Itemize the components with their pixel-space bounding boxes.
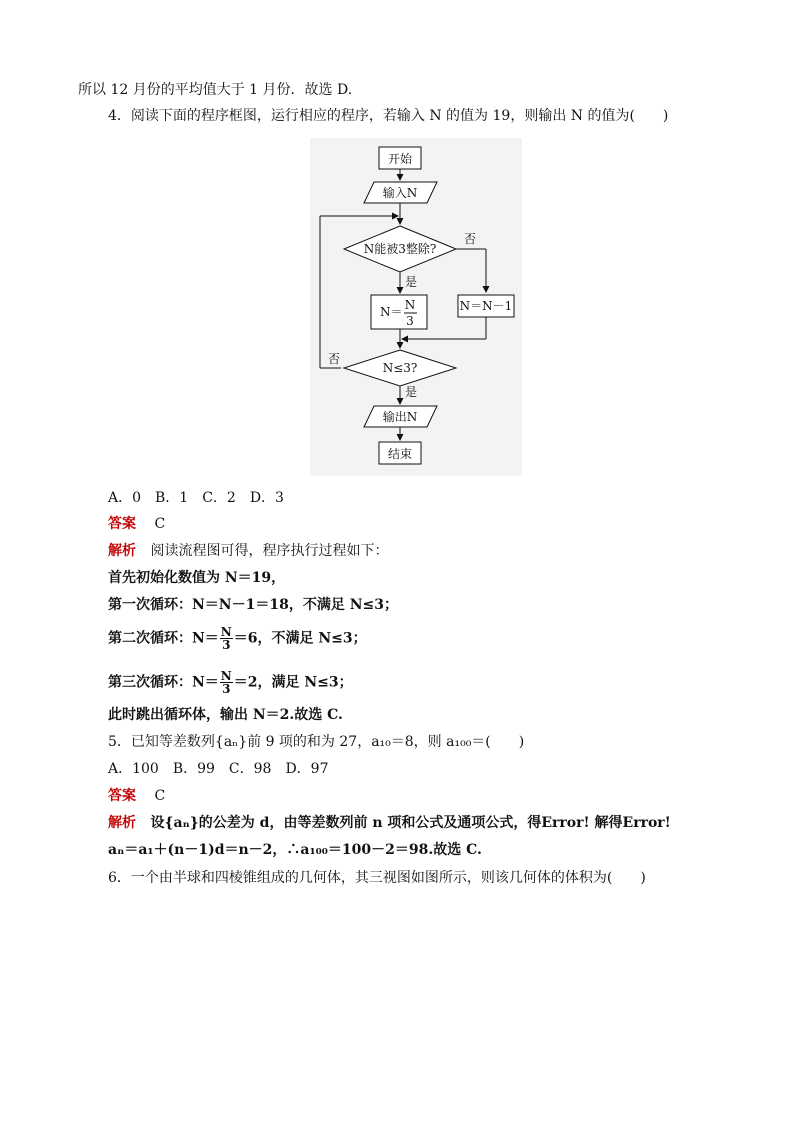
flow-no-label-2: 否 xyxy=(328,352,341,366)
q4-answer-line xyxy=(108,515,165,533)
fraction-denominator: 3 xyxy=(222,638,231,652)
analysis-label: 解析 xyxy=(108,815,136,831)
flow-condition-le3-label: N≤3? xyxy=(382,361,418,375)
flow-condition-divisible-label: N能被3整除? xyxy=(363,242,437,256)
flow-no-label-1: 否 xyxy=(464,232,477,246)
flow-divide-box-pre: N＝ xyxy=(380,305,403,319)
q5-options: A．100 B．99 C．98 D．97 xyxy=(108,761,329,777)
q4-options: A．0 B．1 C．2 D．3 xyxy=(108,490,284,506)
q4-answer-value: C xyxy=(154,516,166,532)
question-6: 6．一个由半球和四棱锥组成的几何体，其三视图如图所示，则该几何体的体积为( ) xyxy=(108,870,646,886)
fraction-n-over-3 xyxy=(220,670,233,695)
q4-a5-post: ＝2，满足 N≤3； xyxy=(233,674,353,691)
fraction-n-over-3 xyxy=(220,626,233,651)
answer-label: 答案 xyxy=(108,516,136,532)
q5-analysis-line-1 xyxy=(108,814,671,832)
text-line-1: 所以 12 月份的平均值大于 1 月份．故选 D. xyxy=(78,82,353,98)
q4-analysis-line-6: 此时跳出循环体，输出 N＝2.故选 C. xyxy=(108,707,343,723)
answer-label: 答案 xyxy=(108,788,136,804)
q4-analysis-line-3: 第一次循环：N＝N－1＝18，不满足 N≤3； xyxy=(108,597,398,613)
question-4: 4．阅读下面的程序框图，运行相应的程序，若输入 N 的值为 19，则输出 N 的值为( ) xyxy=(108,108,669,124)
flow-divide-box-num: N xyxy=(404,298,416,312)
flow-start-label: 开始 xyxy=(387,152,413,166)
flow-input-label: 输入N xyxy=(382,186,418,200)
q4-a4-post: ＝6，不满足 N≤3； xyxy=(233,630,367,647)
q4-analysis-line-4 xyxy=(108,626,367,651)
flow-end-label: 结束 xyxy=(387,447,413,461)
flow-divide-box-den: 3 xyxy=(406,314,414,328)
q4-a5-pre: 第三次循环：N＝ xyxy=(108,674,219,691)
fraction-numerator: N xyxy=(220,669,232,683)
q5-answer-value: C xyxy=(154,788,166,804)
question-5: 5．已知等差数列{aₙ}前 9 项的和为 27，a₁₀＝8，则 a₁₀₀＝( ) xyxy=(108,734,525,750)
q4-analysis-text-1: 阅读流程图可得，程序执行过程如下： xyxy=(150,543,389,559)
flow-yes-label-1: 是 xyxy=(405,275,418,289)
flow-output-label: 输出N xyxy=(382,410,418,424)
q4-analysis-line-1 xyxy=(108,542,388,560)
flow-yes-label-2: 是 xyxy=(405,385,418,399)
q4-analysis-line-2: 首先初始化数值为 N＝19， xyxy=(108,570,286,586)
flowchart xyxy=(310,138,522,476)
q5-analysis-line-2: aₙ＝a₁＋(n－1)d＝n－2，∴a₁₀₀＝100－2＝98.故选 C. xyxy=(108,842,482,858)
q4-a4-pre: 第二次循环：N＝ xyxy=(108,630,219,647)
analysis-label: 解析 xyxy=(108,543,136,559)
q5-analysis-text-1: 设{aₙ}的公差为 d，由等差数列前 n 项和公式及通项公式，得Error! 解得Error! xyxy=(150,815,671,831)
flow-decrement-box-label: N＝N－1 xyxy=(459,299,513,313)
q5-answer-line xyxy=(108,787,165,805)
fraction-denominator: 3 xyxy=(222,682,231,696)
fraction-numerator: N xyxy=(220,625,232,639)
q4-analysis-line-5 xyxy=(108,670,353,695)
